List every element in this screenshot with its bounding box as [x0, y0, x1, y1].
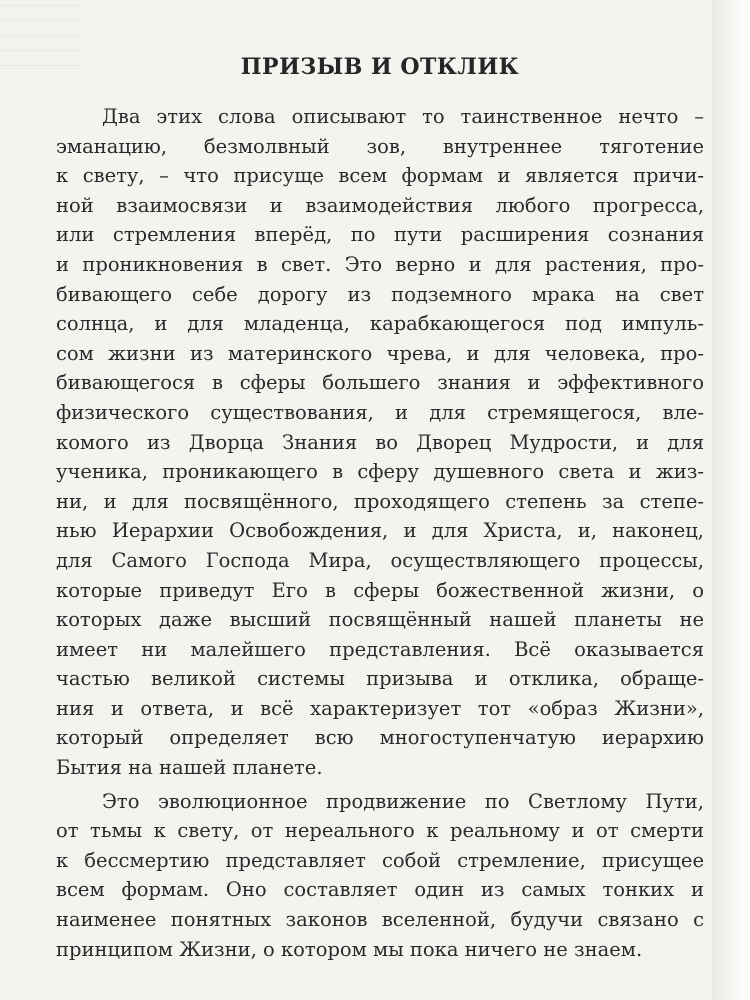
text-line: физического существования, и для стремящегося, вле- — [56, 400, 704, 424]
text-line: солнца, и для младенца, карабкающегося под импуль- — [56, 312, 704, 336]
text-line: нью Иерархии Освобождения, и для Христа, и, наконец, — [56, 519, 704, 543]
text-line: ной взаимосвязи и взаимодействия любого прогресса, — [56, 193, 704, 217]
text-line: Это эволюционное продвижение по Светлому Пути, — [102, 789, 704, 813]
text-line: ученика, проникающего в сферу душевного света и жиз- — [56, 460, 704, 484]
text-line: которых даже высший посвящённый нашей планеты не — [56, 608, 704, 632]
text-line: Два этих слова описывают то таинственное нечто – — [102, 105, 704, 128]
text-line: которые приведут Его в сферы божественной жизни, о — [56, 578, 704, 602]
text-line: к свету, – что присуще всем формам и является причи- — [56, 164, 704, 188]
text-line: от тьмы к свету, от нереального к реальному и от смерти — [56, 819, 704, 843]
text-line: частью великой системы призыва и отклика, обраще- — [56, 667, 704, 691]
text-line: принципом Жизни, о котором мы пока ничего не знаем. — [56, 937, 643, 961]
text-line: комого из Дворца Знания во Дворец Мудрости, и для — [56, 430, 704, 454]
text-line: бивающего себе дорогу из подземного мрака на свет — [56, 282, 704, 306]
text-line: который определяет всю многоступенчатую иерархию — [56, 726, 704, 750]
text-line: Бытия на нашей планете. — [56, 756, 323, 780]
text-line: и проникновения в свет. Это верно и для растения, про- — [56, 252, 704, 276]
paragraph — [56, 102, 704, 783]
text-line: наименее понятных законов вселенной, будучи связано с — [56, 908, 704, 932]
body-text — [56, 102, 704, 964]
text-line: для Самого Господа Мира, осуществляющего процессы, — [56, 548, 704, 572]
text-line: имеет ни малейшего представления. Всё оказывается — [56, 637, 704, 661]
text-line: ния и ответа, и всё характеризует тот «образ Жизни», — [56, 696, 704, 720]
page-edge-shadow — [712, 0, 750, 1000]
paragraph — [56, 787, 704, 965]
text-line: всем формам. Оно составляет один из самых тонких и — [56, 878, 704, 902]
book-page — [56, 48, 704, 964]
text-line: бивающегося в сферы большего знания и эффективного — [56, 371, 704, 395]
text-line: эманацию, безмолвный зов, внутреннее тяготение — [56, 134, 704, 158]
text-line: сом жизни из материнского чрева, и для человека, про- — [56, 341, 704, 365]
text-line: или стремления вперёд, по пути расширения сознания — [56, 223, 704, 247]
text-line: к бессмертию представляет собой стремление, присущее — [56, 848, 704, 872]
text-line: ни, и для посвящённого, проходящего степень за степе- — [56, 489, 704, 513]
chapter-title: ПРИЗЫВ И ОТКЛИК — [240, 54, 520, 80]
